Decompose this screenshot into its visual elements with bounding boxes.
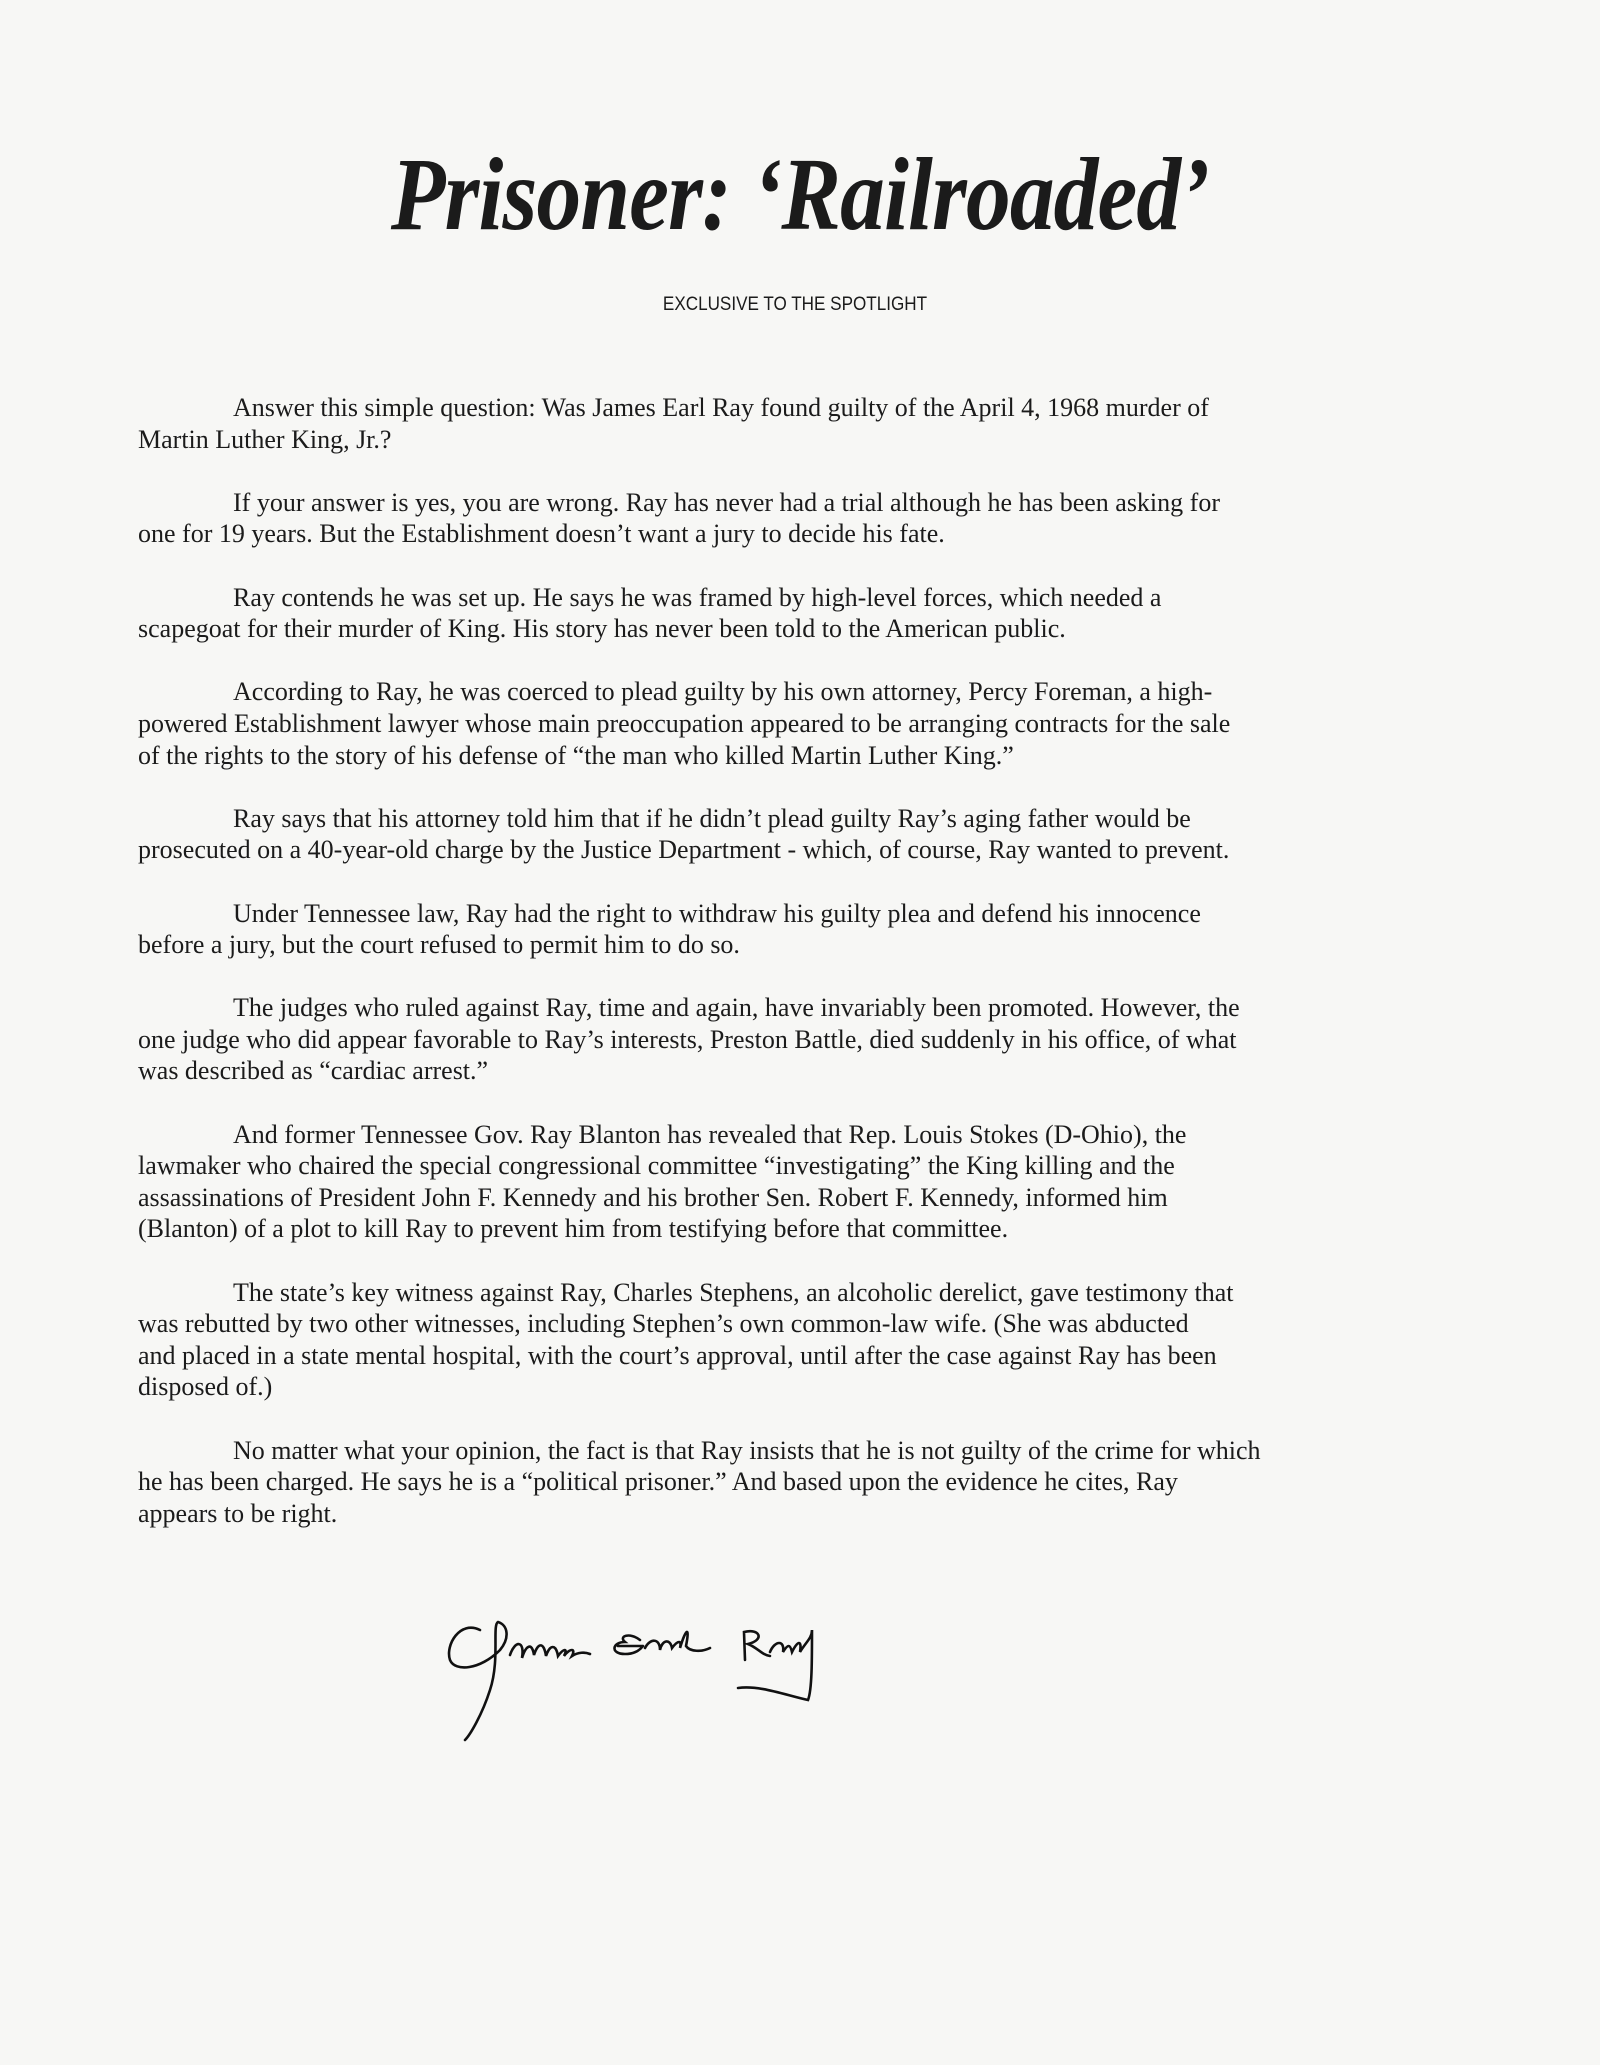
paragraph-line: appears to be right. bbox=[138, 1498, 338, 1528]
paragraph-line: (Blanton) of a plot to kill Ray to prevent him from testifying before that committee. bbox=[138, 1214, 1009, 1244]
article-paragraph bbox=[138, 1435, 1478, 1530]
paragraph-line: Answer this simple question: Was James Earl Ray found guilty of the April 4, 1968 murder of bbox=[233, 393, 1209, 422]
paragraph-line: According to Ray, he was coerced to plead guilty by his own attorney, Percy Foreman, a high- bbox=[233, 677, 1213, 707]
paragraph-line: assassinations of President John F. Kennedy and his brother Sen. Robert F. Kennedy, informed him bbox=[138, 1182, 1168, 1212]
paragraph-line: The judges who ruled against Ray, time and again, have invariably been promoted. However, the bbox=[233, 993, 1240, 1023]
article-paragraph bbox=[138, 1277, 1478, 1403]
article-subtitle: EXCLUSIVE TO THE SPOTLIGHT bbox=[662, 294, 928, 315]
paragraph-line: was described as “cardiac arrest.” bbox=[138, 1056, 489, 1086]
article-paragraph bbox=[138, 487, 1478, 550]
paragraph-line: prosecuted on a 40-year-old charge by the Justice Department - which, of course, Ray wanted to prevent. bbox=[138, 835, 1230, 865]
paragraph-line: disposed of.) bbox=[138, 1372, 273, 1402]
article-paragraph bbox=[138, 898, 1478, 961]
paragraph-line: before a jury, but the court refused to permit him to do so. bbox=[138, 930, 740, 960]
paragraph-line: of the rights to the story of his defense of “the man who killed Martin Luther King.” bbox=[138, 740, 1014, 770]
paragraph-line: lawmaker who chaired the special congressional committee “investigating” the King killing and the bbox=[138, 1151, 1175, 1181]
handwritten-signature bbox=[440, 1600, 1080, 1750]
article-paragraph bbox=[138, 392, 1478, 455]
paragraph-line: Ray contends he was set up. He says he was framed by high-level forces, which needed a bbox=[233, 582, 1162, 612]
article-paragraph bbox=[138, 992, 1478, 1087]
article-body bbox=[138, 392, 1478, 1561]
paragraph-line: and placed in a state mental hospital, with the court’s approval, until after the case against Ray has been bbox=[138, 1340, 1217, 1370]
paragraph-line: was rebutted by two other witnesses, including Stephen’s own common-law wife. (She was abducted bbox=[138, 1309, 1189, 1339]
article-paragraph bbox=[138, 803, 1478, 866]
paragraph-line: And former Tennessee Gov. Ray Blanton has revealed that Rep. Louis Stokes (D-Ohio), the bbox=[233, 1119, 1187, 1149]
paragraph-line: he has been charged. He says he is a “political prisoner.” And based upon the evidence he cites, Ray bbox=[138, 1467, 1178, 1497]
paragraph-line: Martin Luther King, Jr.? bbox=[138, 424, 392, 454]
paragraph-line: powered Establishment lawyer whose main preoccupation appeared to be arranging contracts for the sale bbox=[138, 708, 1231, 738]
paragraph-line: one for 19 years. But the Establishment doesn’t want a jury to decide his fate. bbox=[138, 519, 945, 549]
article-paragraph bbox=[138, 676, 1478, 771]
paragraph-line: If your answer is yes, you are wrong. Ray has never had a trial although he has been asking for bbox=[233, 487, 1220, 517]
paragraph-line: scapegoat for their murder of King. His story has never been told to the American public. bbox=[138, 614, 1066, 644]
article-title: Prisoner: ‘Railroaded’ bbox=[390, 137, 1210, 252]
article-paragraph bbox=[138, 582, 1478, 645]
article-paragraph bbox=[138, 1119, 1478, 1245]
paragraph-line: Under Tennessee law, Ray had the right to withdraw his guilty plea and defend his innocence bbox=[233, 898, 1201, 928]
paragraph-line: The state’s key witness against Ray, Charles Stephens, an alcoholic derelict, gave testimony that bbox=[233, 1277, 1234, 1307]
paragraph-line: one judge who did appear favorable to Ray’s interests, Preston Battle, died suddenly in his office, of what bbox=[138, 1024, 1237, 1054]
paragraph-line: No matter what your opinion, the fact is that Ray insists that he is not guilty of the crime for which bbox=[233, 1435, 1261, 1465]
paragraph-line: Ray says that his attorney told him that if he didn’t plead guilty Ray’s aging father would be bbox=[233, 803, 1191, 833]
